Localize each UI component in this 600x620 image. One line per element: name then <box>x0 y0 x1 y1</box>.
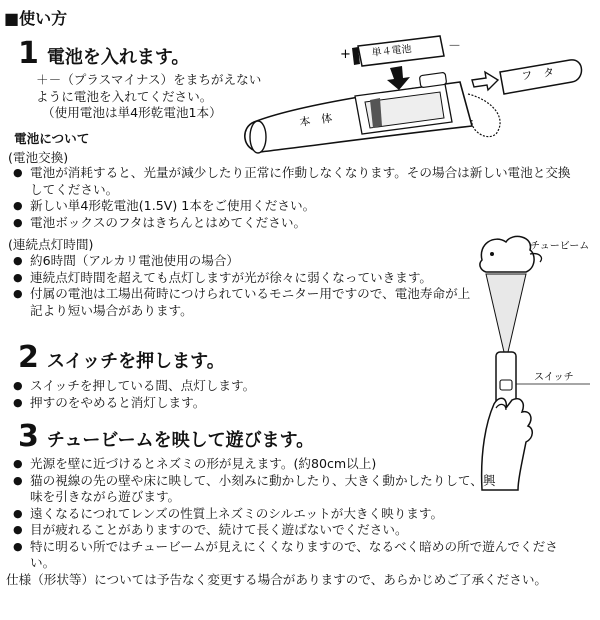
step3-title: チュービームを映して遊びます。 <box>46 430 315 451</box>
list-item: ● 電池ボックスのフタはきちんとはめてください。 <box>12 215 582 232</box>
device-front-lens <box>250 121 266 153</box>
section-header: ■使い方 <box>4 9 68 28</box>
step2-list <box>12 378 452 411</box>
minus-label: － <box>448 39 462 54</box>
step3-list <box>12 456 572 572</box>
list-item: ● 猫の視線の先の壁や床に映して、小刻みに動かしたり、大きく動かしたりして、興味を引きながら遊びます。 <box>12 473 500 506</box>
step3-number: 3 <box>18 419 39 454</box>
lid-arrow-icon <box>472 72 498 90</box>
step1-number: 1 <box>18 36 39 71</box>
spec-note: 仕様（形状等）については予告なく変更する場合がありますので、あらかじめご了承ください。 <box>6 572 548 587</box>
battery-illustration <box>240 34 590 154</box>
step1-line: （使用電池は単4形乾電池1本） <box>42 105 222 120</box>
exchange-heading: (電池交換) <box>8 150 69 165</box>
list-item: ● スイッチを押している間、点灯します。 <box>12 378 452 395</box>
battery-label: 単４電池 <box>371 43 413 59</box>
list-item: ● 新しい単4形乾電池(1.5V) 1本をご使用ください。 <box>12 198 582 215</box>
lid-label: フ タ <box>520 65 556 83</box>
mouse-silhouette <box>480 236 534 272</box>
light-beam <box>486 274 526 352</box>
list-item: ● 光源を壁に近づけるとネズミの形が見えます。(約80cm以上) <box>12 456 572 473</box>
continuous-list <box>12 253 482 319</box>
list-item: ● 連続点灯時間を超えても点灯しますが光が徐々に弱くなっていきます。 <box>12 270 482 287</box>
step1-title: 電池を入れます。 <box>46 47 190 68</box>
body-label: 本 体 <box>298 111 334 129</box>
list-item: ● 約6時間（アルカリ電池使用の場合） <box>12 253 482 270</box>
switch-button <box>500 380 512 390</box>
list-item: ● 目が疲れることがありますので、続けて長く遊ばないでください。 <box>12 522 572 539</box>
exchange-list <box>12 165 582 231</box>
list-item: ● 付属の電池は工場出荷時につけられているモニター用ですので、電池寿命が上記より短い場合があります。 <box>12 286 482 319</box>
plus-label: + <box>340 47 351 62</box>
step2-title: スイッチを押します。 <box>46 351 225 372</box>
list-item: ● 遠くなるにつれてレンズの性質上ネズミのシルエットが大きく映ります。 <box>12 506 572 523</box>
step1-line: ＋－（プラスマイナス）をまちがえない <box>36 72 262 87</box>
list-item: ● 電池が消耗すると、光量が減少したり正常に作動しなくなります。その場合は新しい電池と交換してください。 <box>12 165 582 198</box>
continuous-heading: (連続点灯時間) <box>8 237 94 252</box>
insert-arrow-icon <box>387 66 410 90</box>
list-item: ● 特に明るい所ではチュービームが見えにくくなりますので、なるべく暗めの所で遊んでください。 <box>12 539 572 572</box>
step2-number: 2 <box>18 340 39 375</box>
battery-section-title: 電池について <box>14 131 90 146</box>
list-item: ● 押すのをやめると消灯します。 <box>12 395 452 412</box>
device-strap <box>468 94 500 137</box>
step1-line: ように電池を入れてください。 <box>36 88 213 104</box>
step1-heading <box>18 36 189 71</box>
switch-label: スイッチ <box>534 372 574 383</box>
step2-heading <box>18 340 225 375</box>
step3-heading <box>18 419 314 454</box>
beam-label: チュービーム <box>530 241 590 252</box>
mouse-eye <box>490 252 494 256</box>
hand-illustration <box>472 232 598 492</box>
